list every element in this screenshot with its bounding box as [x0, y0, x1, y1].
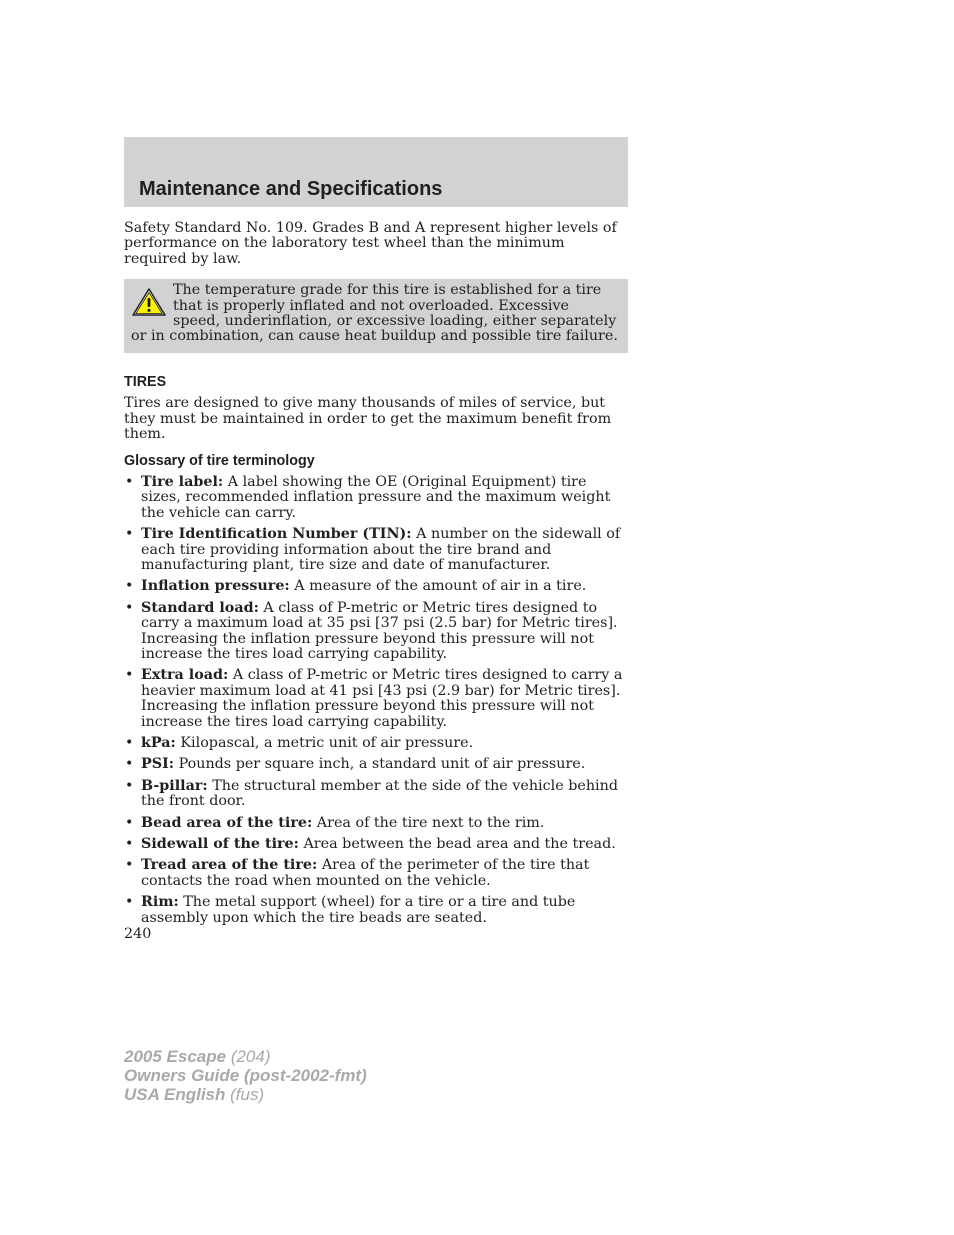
glossary-heading: Glossary of tire terminology [124, 453, 315, 470]
glossary-term: Standard load: [141, 599, 259, 616]
section-header-band [124, 137, 628, 207]
glossary-term: Sidewall of the tire: [141, 836, 299, 852]
footer-line-language [124, 1085, 367, 1104]
list-item [124, 527, 628, 573]
list-item [124, 601, 628, 663]
page-content [124, 221, 628, 932]
warning-text: The temperature grade for this tire is established for a tire that is properly inflated and not overloaded. Excessive speed, underinflation, or excessive loading, either separately or in combination, can cause heat buildup and possible tire failure. [131, 282, 618, 345]
glossary-term: Bead area of the tire: [141, 814, 313, 831]
glossary-definition: A class of P-metric or Metric tires designed to carry a maximum load at 35 psi [37 psi (2.5 bar) for Metric tires]. Increasing the inflation pressure beyond this pressure will not increase the tires load carrying capability. [141, 599, 618, 662]
intro-paragraph: Safety Standard No. 109. Grades B and A represent higher levels of performance on the laboratory test wheel than the minimum required by law. [124, 220, 617, 267]
glossary-definition: A label showing the OE (Original Equipment) tire sizes, recommended inflation pressure and the maximum weight the vehicle can carry. [141, 473, 611, 521]
list-item [124, 757, 628, 772]
glossary-term: kPa: [141, 734, 176, 751]
list-item [124, 816, 628, 831]
list-item [124, 837, 628, 852]
glossary-term: B-pillar: [141, 777, 208, 794]
bullet: • [125, 526, 134, 543]
bullet: • [125, 667, 134, 684]
glossary-definition: Area of the perimeter of the tire that contacts the road when mounted on the vehicle. [141, 857, 590, 889]
glossary-definition: Area of the tire next to the rim. [312, 814, 545, 831]
glossary-definition: Pounds per square inch, a standard unit of air pressure. [174, 756, 586, 773]
glossary-definition: The structural member at the side of the vehicle behind the front door. [141, 777, 618, 810]
glossary-term: Tread area of the tire: [141, 857, 318, 874]
warning-box [124, 279, 628, 353]
warning-triangle-icon [131, 287, 167, 317]
footer-model: 2005 Escape [124, 1047, 227, 1066]
bullet: • [125, 756, 134, 773]
list-item [124, 736, 628, 751]
glossary-definition: A measure of the amount of air in a tire. [289, 578, 587, 595]
glossary-definition: The metal support (wheel) for a tire or a tire and tube assembly upon which the tire beads are seated. [141, 894, 576, 926]
bullet: • [125, 857, 134, 874]
document-footer [124, 1047, 367, 1104]
glossary-definition: A number on the sidewall of each tire providing information about the tire brand and manufacturing plant, tire size and date of manufacturer. [141, 526, 621, 573]
bullet: • [125, 599, 134, 616]
tires-paragraph: Tires are designed to give many thousands of miles of service, but they must be maintained in order to get the maximum benefit from them. [124, 395, 612, 443]
bullet: • [125, 777, 134, 794]
glossary-term: PSI: [141, 756, 175, 773]
glossary-term: Rim: [141, 894, 179, 911]
section-title: Maintenance and Specifications [139, 178, 443, 200]
list-item [124, 668, 628, 730]
bullet: • [125, 814, 134, 831]
list-item [124, 779, 628, 810]
list-item [124, 579, 628, 594]
list-item [124, 475, 628, 521]
bullet: • [125, 894, 134, 911]
tires-heading: TIRES [124, 373, 167, 390]
bullet: • [125, 836, 134, 852]
glossary-term: Inflation pressure: [141, 578, 290, 595]
footer-line-model [124, 1047, 367, 1066]
footer-guide: Owners Guide (post-2002-fmt) [124, 1066, 367, 1085]
glossary-term: Tire Identification Number (TIN): [141, 526, 412, 543]
bullet: • [125, 473, 134, 490]
glossary-definition: A class of P-metric or Metric tires designed to carry a heavier maximum load at 41 psi [43 psi (2.9 bar) for Metric tires]. Increasing the inflation pressure beyond this pressure will not increase the tires load carrying capability. [141, 667, 623, 730]
bullet: • [125, 734, 134, 751]
list-item [124, 895, 628, 926]
footer-line-guide [124, 1066, 367, 1085]
footer-language: USA English [124, 1085, 226, 1104]
glossary-term: Tire label: [141, 473, 224, 490]
glossary-definition: Kilopascal, a metric unit of air pressure. [175, 734, 474, 751]
footer-language-code: (fus) [225, 1085, 265, 1104]
glossary-term: Extra load: [141, 667, 229, 684]
bullet: • [125, 578, 134, 595]
footer-model-code: (204) [226, 1047, 271, 1066]
page-number: 240 [124, 926, 152, 942]
list-item [124, 858, 628, 889]
glossary-list [124, 475, 628, 926]
glossary-definition: Area between the bead area and the tread. [298, 836, 616, 852]
